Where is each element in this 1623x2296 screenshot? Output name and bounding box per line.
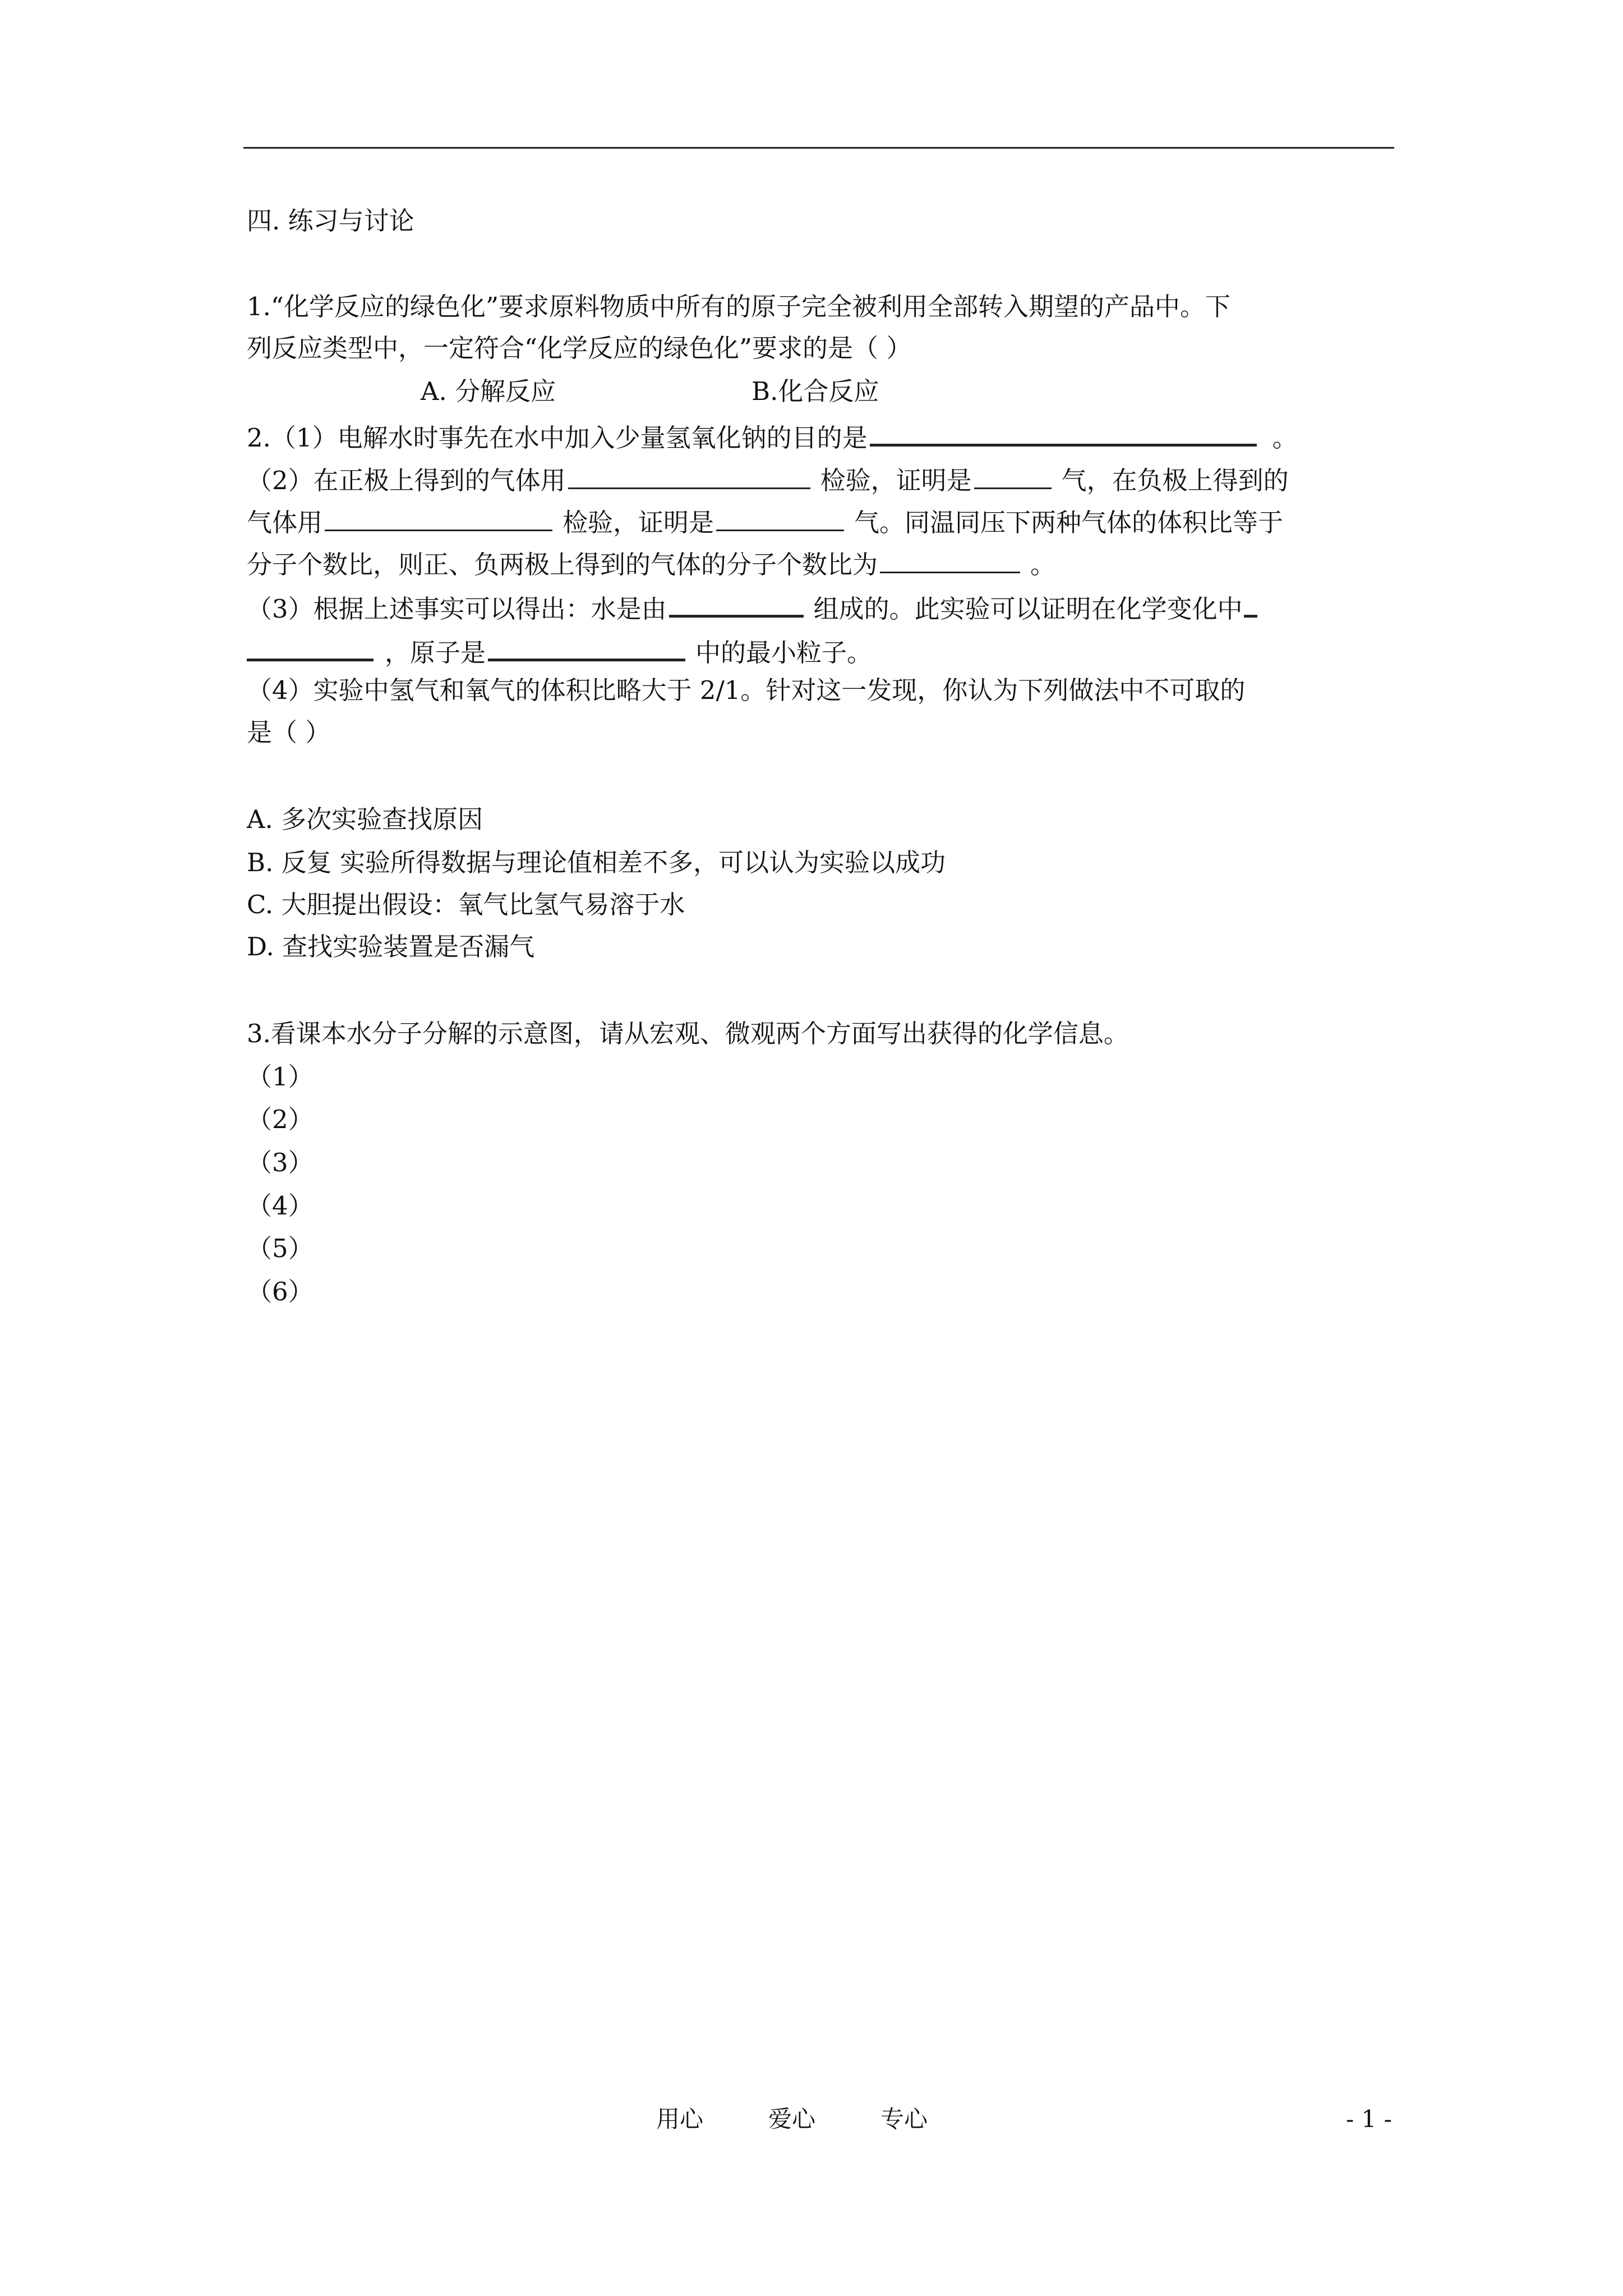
q3-item-2: （2） — [247, 1105, 313, 1134]
q2-l2-text-a: （2）在正极上得到的气体用 — [247, 466, 566, 495]
q3-item-3: （3） — [247, 1148, 313, 1177]
q2-line-6 — [247, 633, 872, 669]
q2-l1-end: 。 — [1272, 423, 1298, 453]
q2-line-4 — [247, 546, 1055, 581]
q2-l2-text-c: 气，在负极上得到的 — [1061, 466, 1289, 495]
footer-motto-3: 专心 — [880, 2105, 928, 2133]
footer-motto-1: 用心 — [656, 2105, 704, 2133]
q2-l3-text-a: 气体用 — [247, 508, 323, 537]
q3-item-4: （4） — [247, 1191, 313, 1221]
q1-option-a: A. 分解反应 — [421, 376, 556, 406]
q2-l6-text-a: ，原子是 — [385, 638, 486, 668]
q2-blank-smallest-particle[interactable] — [488, 633, 685, 661]
q2-l4-text-b: 。 — [1030, 550, 1056, 579]
q2-l1-text: 2.（1）电解水时事先在水中加入少量氢氧化钠的目的是 — [247, 423, 868, 453]
q2-blank-chem-change-start[interactable] — [1244, 589, 1257, 618]
q3-item-1: （1） — [247, 1062, 313, 1092]
q2-l6-text-b: 中的最小粒子。 — [695, 638, 873, 668]
q2-blank-positive-test[interactable] — [568, 462, 810, 489]
q2-option-a: A. 多次实验查找原因 — [247, 804, 483, 834]
q2-l3-text-c: 气。同温同压下两种气体的体积比等于 — [854, 508, 1284, 537]
q2-l4-text-a: 分子个数比，则正、负两极上得到的气体的分子个数比为 — [247, 550, 878, 579]
q2-line-3 — [247, 504, 1283, 539]
q2-blank-negative-test[interactable] — [325, 504, 552, 531]
q1-option-b: B.化合反应 — [751, 376, 879, 406]
section-title: 四. 练习与讨论 — [247, 206, 414, 236]
q2-line-8: 是（ ） — [247, 717, 331, 747]
q3-prompt: 3.看课本水分子分解的示意图，请从宏观、微观两个方面写出获得的化学信息。 — [247, 1019, 1129, 1048]
q2-l2-text-b: 检验，证明是 — [820, 466, 972, 495]
q2-option-c: C. 大胆提出假设：氧气比氢气易溶于水 — [247, 890, 685, 919]
q2-option-d: D. 查找实验装置是否漏气 — [247, 932, 535, 961]
q2-line-2 — [247, 462, 1289, 496]
page-number: - 1 - — [1346, 2105, 1392, 2133]
q2-option-b: B. 反复 实验所得数据与理论值相差不多，可以认为实验以成功 — [247, 848, 946, 877]
q2-blank-positive-gas[interactable] — [974, 462, 1052, 489]
q1-line-1: 1.“化学反应的绿色化”要求原料物质中所有的原子完全被利用全部转入期望的产品中。下 — [247, 292, 1230, 321]
q2-blank-purpose[interactable] — [870, 418, 1257, 447]
q2-line-1 — [247, 418, 1298, 454]
q2-line-5 — [247, 589, 1260, 625]
footer-motto-2: 爱心 — [768, 2105, 816, 2133]
q2-blank-chem-change-end[interactable] — [247, 633, 374, 661]
header-rule — [243, 147, 1394, 149]
q1-line-2: 列反应类型中，一定符合“化学反应的绿色化”要求的是（ ） — [247, 333, 912, 363]
q3-item-6: （6） — [247, 1277, 313, 1306]
q2-l5-text-b: 组成的。此实验可以证明在化学变化中 — [813, 594, 1243, 624]
q3-item-5: （5） — [247, 1234, 313, 1263]
q2-l3-text-b: 检验，证明是 — [562, 508, 714, 537]
q2-blank-water-composition[interactable] — [669, 589, 804, 618]
q2-blank-molecule-ratio[interactable] — [880, 546, 1020, 573]
q2-line-7: （4）实验中氢气和氧气的体积比略大于 2/1。针对这一发现，你认为下列做法中不可取的 — [247, 675, 1246, 705]
q2-l5-text-a: （3）根据上述事实可以得出：水是由 — [247, 594, 667, 624]
q2-blank-negative-gas[interactable] — [716, 504, 844, 531]
